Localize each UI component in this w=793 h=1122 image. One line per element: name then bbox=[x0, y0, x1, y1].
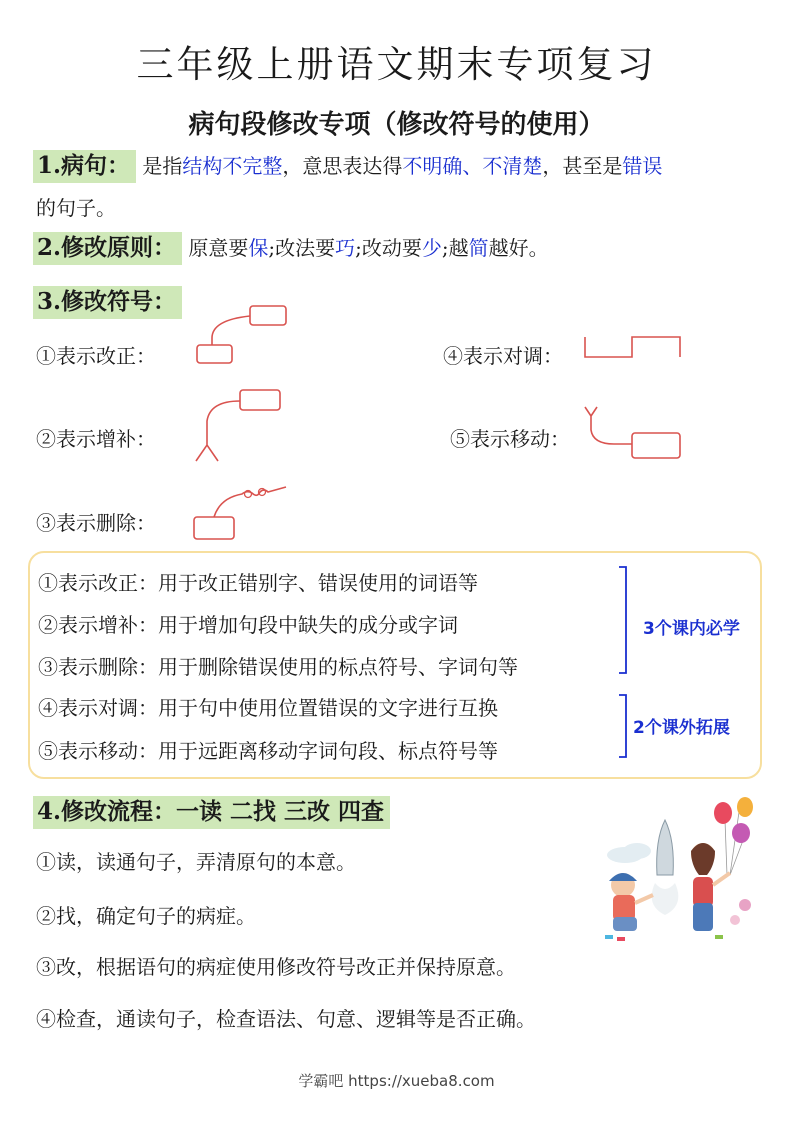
symbol-label-move: ⑤表示移动： bbox=[450, 427, 570, 451]
note-extra: 2个课外拓展 bbox=[633, 718, 730, 738]
symbol-label-insert: ②表示增补： bbox=[36, 427, 156, 451]
insert-mark-icon bbox=[190, 385, 300, 470]
symbol-label-swap: ④表示对调： bbox=[443, 344, 563, 368]
page-subtitle: 病句段修改专项（修改符号的使用） bbox=[188, 110, 605, 140]
usage-row-delete: ③表示删除：用于删除错误使用的标点符号、字词句等 bbox=[38, 655, 518, 679]
s2-text-1: 保 bbox=[248, 236, 269, 260]
symbol-label-correct: ①表示改正： bbox=[36, 344, 156, 368]
usage-row-move: ⑤表示移动：用于远距离移动字词句段、标点符号等 bbox=[38, 739, 498, 763]
note-core: 3个课内必学 bbox=[643, 619, 740, 639]
section-2 bbox=[33, 232, 549, 265]
s1-text-1: 结构不完整 bbox=[182, 154, 283, 178]
footer-source: 学霸吧 https://xueba8.com bbox=[298, 1072, 495, 1090]
s1-text-3: 不明确 bbox=[402, 154, 463, 178]
swap-mark-icon bbox=[582, 332, 692, 367]
s1-text-7: 错误 bbox=[622, 154, 663, 178]
step-find: ②找，确定句子的病症。 bbox=[36, 904, 256, 928]
s1-text-5: 不清楚 bbox=[482, 154, 543, 178]
usage-row-correct: ①表示改正：用于改正错别字、错误使用的词语等 bbox=[38, 571, 478, 595]
section-1 bbox=[33, 150, 662, 183]
s2-text-6: ;越 bbox=[441, 236, 469, 260]
delete-mark-icon bbox=[190, 478, 300, 548]
s2-text-7: 简 bbox=[468, 236, 489, 260]
step-check: ④检查，通读句子，检查语法、句意、逻辑等是否正确。 bbox=[36, 1007, 536, 1031]
symbol-label-delete: ③表示删除： bbox=[36, 511, 156, 535]
s2-text-5: 少 bbox=[421, 236, 442, 260]
section-4-heading: 4.修改流程：一读 二找 三改 四查 bbox=[33, 796, 390, 829]
s2-text-0: 原意要 bbox=[188, 236, 249, 260]
s1-text-2: ，意思表达得 bbox=[282, 154, 403, 178]
page-title: 三年级上册语文期末专项复习 bbox=[136, 43, 657, 86]
usage-row-insert: ②表示增补：用于增加句段中缺失的成分或字词 bbox=[38, 613, 458, 637]
s2-text-3: 巧 bbox=[335, 236, 356, 260]
s2-text-8: 越好。 bbox=[488, 236, 549, 260]
section-1-heading: 1.病句： bbox=[33, 150, 136, 183]
section-3-heading: 3.修改符号： bbox=[33, 286, 182, 319]
s2-text-2: ;改法要 bbox=[268, 236, 336, 260]
move-mark-icon bbox=[580, 402, 690, 467]
section-4 bbox=[33, 796, 390, 829]
s2-text-4: ;改动要 bbox=[355, 236, 422, 260]
correct-mark-icon bbox=[190, 300, 300, 370]
s1-text-0: 是指 bbox=[142, 154, 183, 178]
section-1-line-2: 的句子。 bbox=[36, 196, 116, 220]
s1-text-4: 、 bbox=[462, 154, 483, 178]
step-read: ①读，读通句子，弄清原句的本意。 bbox=[36, 850, 356, 874]
usage-row-swap: ④表示对调：用于句中使用位置错误的文字进行互换 bbox=[38, 696, 498, 720]
step-fix: ③改，根据语句的病症使用修改符号改正并保持原意。 bbox=[36, 955, 516, 979]
s1-text-6: ，甚至是 bbox=[542, 154, 623, 178]
section-2-heading: 2.修改原则： bbox=[33, 232, 182, 265]
section-3 bbox=[33, 286, 182, 319]
children-painting-illustration bbox=[595, 795, 765, 955]
